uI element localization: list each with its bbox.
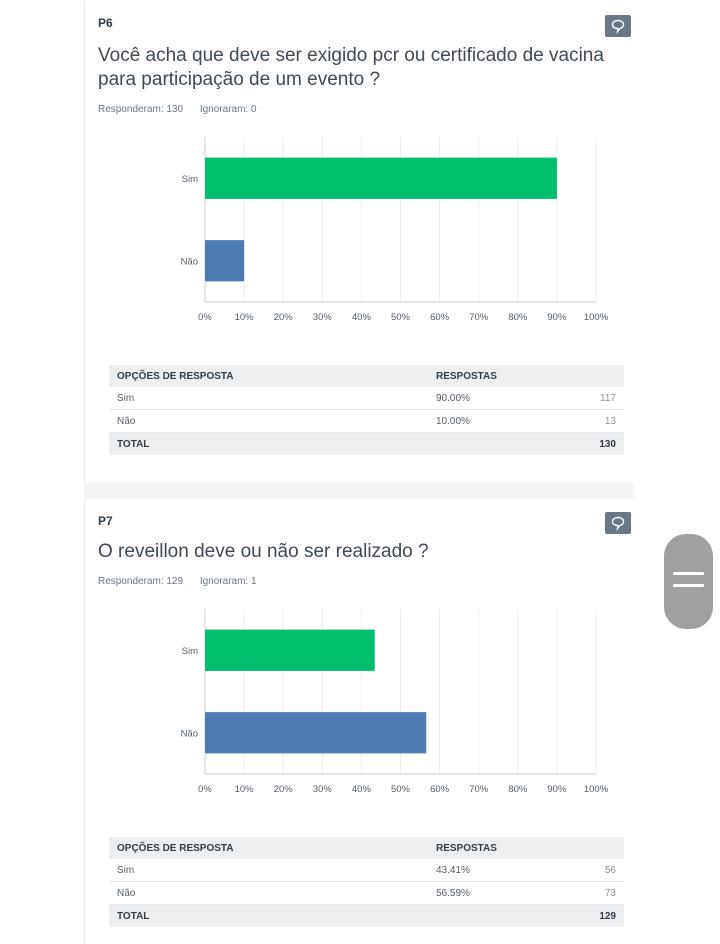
x-tick-label: 60% <box>430 312 450 323</box>
question-title: Você acha que deve ser exigido pcr ou certificado de vacina para participação de um evento ? <box>98 45 604 90</box>
bar-não <box>205 240 244 281</box>
row-count: 73 <box>584 882 624 905</box>
comment-button[interactable] <box>605 15 631 37</box>
skipped-count: Ignoraram: 0 <box>199 104 257 115</box>
answered-count: Responderam: 130 <box>98 104 184 115</box>
question-title: O reveillon deve ou não ser realizado ? <box>98 541 429 562</box>
table-header-row <box>109 365 624 387</box>
category-label: Sim <box>181 645 198 657</box>
table-header-row <box>109 837 624 859</box>
header-responses: RESPOSTAS <box>428 365 584 387</box>
row-option: Sim <box>109 859 428 882</box>
skipped-count: Ignoraram: 1 <box>199 576 257 587</box>
x-tick-label: 0% <box>198 784 212 795</box>
total-count: 129 <box>584 905 624 928</box>
chart-svg <box>155 132 609 332</box>
x-tick-label: 20% <box>273 784 293 795</box>
x-tick-label: 60% <box>430 784 450 795</box>
table-total-row <box>109 905 624 928</box>
category-label: Sim <box>181 173 198 185</box>
bar-chart-p7 <box>155 604 609 804</box>
bar-sim <box>205 158 557 199</box>
category-label: Não <box>180 256 198 268</box>
response-stats <box>98 104 271 115</box>
x-tick-label: 10% <box>234 312 254 323</box>
header-options: OPÇÕES DE RESPOSTA <box>109 365 428 387</box>
comment-bubble-icon <box>611 516 625 530</box>
x-tick-label: 30% <box>312 784 332 795</box>
table-row <box>109 410 624 433</box>
table-row <box>109 882 624 905</box>
bar-não <box>205 712 426 753</box>
header-responses: RESPOSTAS <box>428 837 584 859</box>
x-tick-label: 40% <box>351 784 371 795</box>
x-tick-label: 70% <box>469 784 489 795</box>
x-tick-label: 90% <box>547 784 567 795</box>
chart-svg <box>155 604 609 804</box>
response-stats <box>98 576 271 587</box>
row-percent: 90.00% <box>428 387 584 410</box>
question-card-p6 <box>84 2 635 482</box>
x-tick-label: 50% <box>390 784 411 795</box>
row-option: Não <box>109 882 428 905</box>
x-tick-label: 80% <box>508 784 528 795</box>
row-percent: 56.59% <box>428 882 584 905</box>
answered-count: Responderam: 129 <box>98 576 184 587</box>
total-label: TOTAL <box>109 905 428 928</box>
x-tick-label: 100% <box>583 312 609 323</box>
comment-bubble-icon <box>611 19 625 33</box>
total-count: 130 <box>584 433 624 456</box>
row-count: 13 <box>584 410 624 433</box>
category-label: Não <box>180 728 198 740</box>
x-tick-label: 80% <box>508 312 528 323</box>
x-tick-label: 20% <box>273 312 293 323</box>
question-card-p7 <box>84 499 635 944</box>
x-tick-label: 70% <box>469 312 489 323</box>
question-number: P7 <box>98 514 113 528</box>
response-table <box>109 837 624 927</box>
question-number: P6 <box>98 16 113 30</box>
x-tick-label: 30% <box>312 312 332 323</box>
card-separator <box>84 482 634 499</box>
bar-chart-p6 <box>155 132 609 332</box>
row-option: Sim <box>109 387 428 410</box>
row-option: Não <box>109 410 428 433</box>
row-count: 117 <box>584 387 624 410</box>
table-row <box>109 859 624 882</box>
row-percent: 10.00% <box>428 410 584 433</box>
scroll-handle-icon <box>673 572 704 575</box>
comment-button[interactable] <box>605 512 631 534</box>
x-tick-label: 0% <box>198 312 212 323</box>
bar-sim <box>205 630 375 671</box>
row-percent: 43.41% <box>428 859 584 882</box>
row-count: 56 <box>584 859 624 882</box>
header-options: OPÇÕES DE RESPOSTA <box>109 837 428 859</box>
table-total-row <box>109 433 624 456</box>
header-count <box>584 365 624 387</box>
x-tick-label: 100% <box>583 784 609 795</box>
header-count <box>584 837 624 859</box>
total-label: TOTAL <box>109 433 428 456</box>
x-tick-label: 90% <box>547 312 567 323</box>
scroll-handle[interactable] <box>664 534 713 629</box>
x-tick-label: 40% <box>351 312 371 323</box>
x-tick-label: 50% <box>390 312 411 323</box>
table-row <box>109 387 624 410</box>
x-tick-label: 10% <box>234 784 254 795</box>
response-table <box>109 365 624 455</box>
